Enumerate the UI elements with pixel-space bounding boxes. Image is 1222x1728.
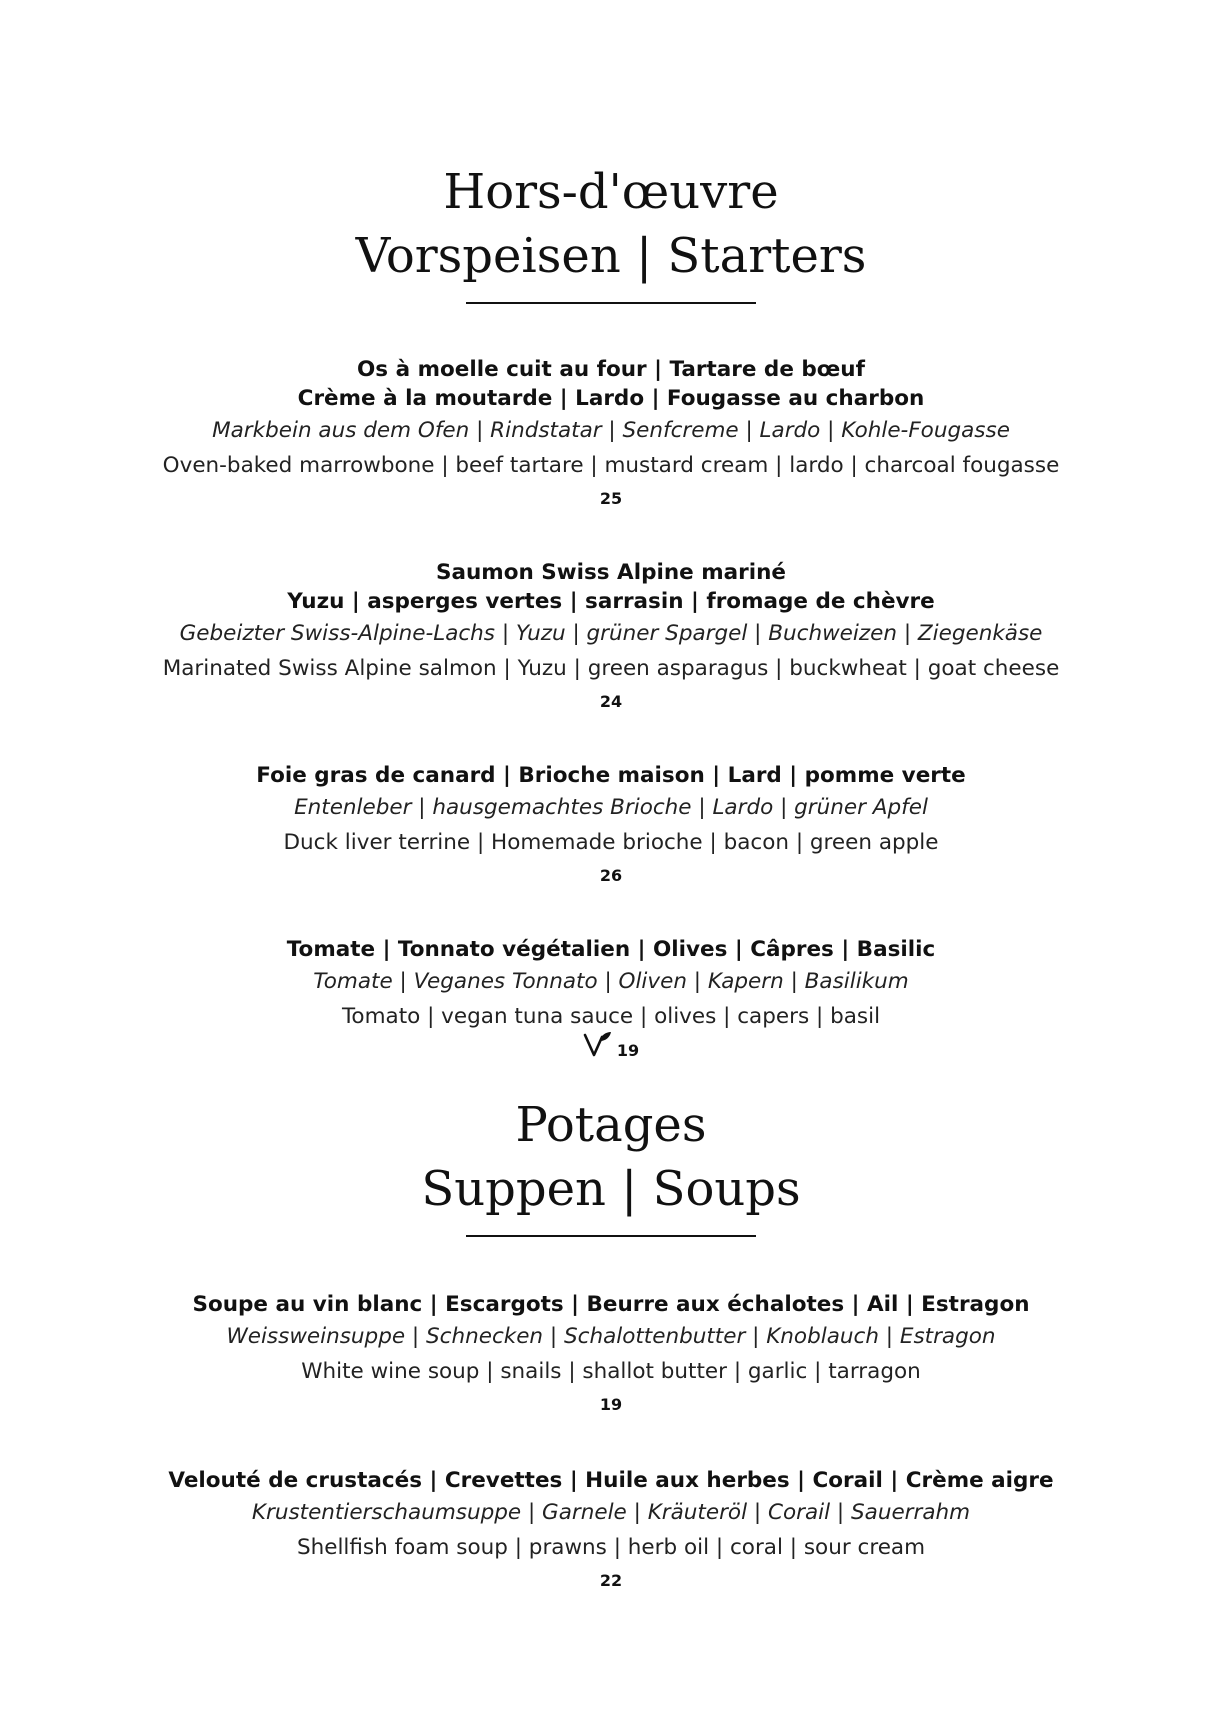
dish-name-de: Entenleber | hausgemachtes Brioche | Lardo | grüner Apfel: [294, 795, 928, 820]
dish-name-fr: Yuzu | asperges vertes | sarrasin | fromage de chèvre: [287, 589, 935, 614]
vegan-leaf-icon: [583, 1031, 613, 1068]
dish-name-fr: Tomate | Tonnato végétalien | Olives | Câpres | Basilic: [286, 937, 936, 962]
dish-name-fr: Foie gras de canard | Brioche maison | Lard | pomme verte: [256, 763, 966, 788]
dish-name-en: Shellfish foam soup | prawns | herb oil | coral | sour cream: [296, 1535, 926, 1560]
dish-item: [0, 761, 1222, 892]
dish-name-fr: Saumon Swiss Alpine mariné: [436, 560, 786, 585]
section-title-de-en: Suppen | Soups: [421, 1161, 801, 1217]
dish-price: 22: [599, 1571, 623, 1590]
dish-name-de: Weissweinsuppe | Schnecken | Schalottenbutter | Knoblauch | Estragon: [226, 1324, 996, 1349]
dish-name-de: Gebeizter Swiss-Alpine-Lachs | Yuzu | grüner Spargel | Buchweizen | Ziegenkäse: [179, 621, 1043, 646]
dish-name-de: Krustentierschaumsuppe | Garnele | Kräuteröl | Corail | Sauerrahm: [251, 1500, 971, 1525]
dish-price: 24: [599, 692, 623, 711]
starters-heading: [0, 160, 1222, 304]
dish-name-fr: Os à moelle cuit au four | Tartare de bœuf: [357, 357, 865, 382]
section-title-de-en: Vorspeisen | Starters: [355, 228, 867, 284]
soups-heading: [0, 1093, 1222, 1237]
dish-name-en: Oven-baked marrowbone | beef tartare | mustard cream | lardo | charcoal fougasse: [162, 453, 1060, 478]
section-divider: [466, 302, 756, 304]
dish-name-en: Marinated Swiss Alpine salmon | Yuzu | green asparagus | buckwheat | goat cheese: [162, 656, 1060, 681]
dish-price: 19: [616, 1041, 640, 1060]
section-title-fr: Potages: [515, 1097, 707, 1153]
section-divider: [466, 1235, 756, 1237]
dish-item: [0, 935, 1222, 1070]
dish-name-en: White wine soup | snails | shallot butter | garlic | tarragon: [301, 1359, 921, 1384]
dish-price: 19: [599, 1395, 623, 1414]
dish-name-fr: Crème à la moutarde | Lardo | Fougasse au charbon: [297, 386, 925, 411]
dish-name-fr: Soupe au vin blanc | Escargots | Beurre aux échalotes | Ail | Estragon: [192, 1292, 1030, 1317]
dish-name-en: Tomato | vegan tuna sauce | olives | capers | basil: [341, 1004, 881, 1029]
dish-price-row: [0, 1033, 1222, 1070]
dish-name-en: Duck liver terrine | Homemade brioche | bacon | green apple: [283, 830, 939, 855]
dish-item: [0, 1466, 1222, 1597]
dish-price: 26: [599, 866, 623, 885]
dish-item: [0, 355, 1222, 515]
dish-item: [0, 558, 1222, 718]
dish-name-de: Markbein aus dem Ofen | Rindstatar | Senfcreme | Lardo | Kohle-Fougasse: [212, 418, 1010, 443]
dish-item: [0, 1290, 1222, 1421]
dish-price: 25: [599, 489, 623, 508]
dish-name-de: Tomate | Veganes Tonnato | Oliven | Kapern | Basilikum: [313, 969, 909, 994]
dish-name-fr: Velouté de crustacés | Crevettes | Huile aux herbes | Corail | Crème aigre: [168, 1468, 1054, 1493]
section-title-fr: Hors-d'œuvre: [443, 164, 779, 220]
